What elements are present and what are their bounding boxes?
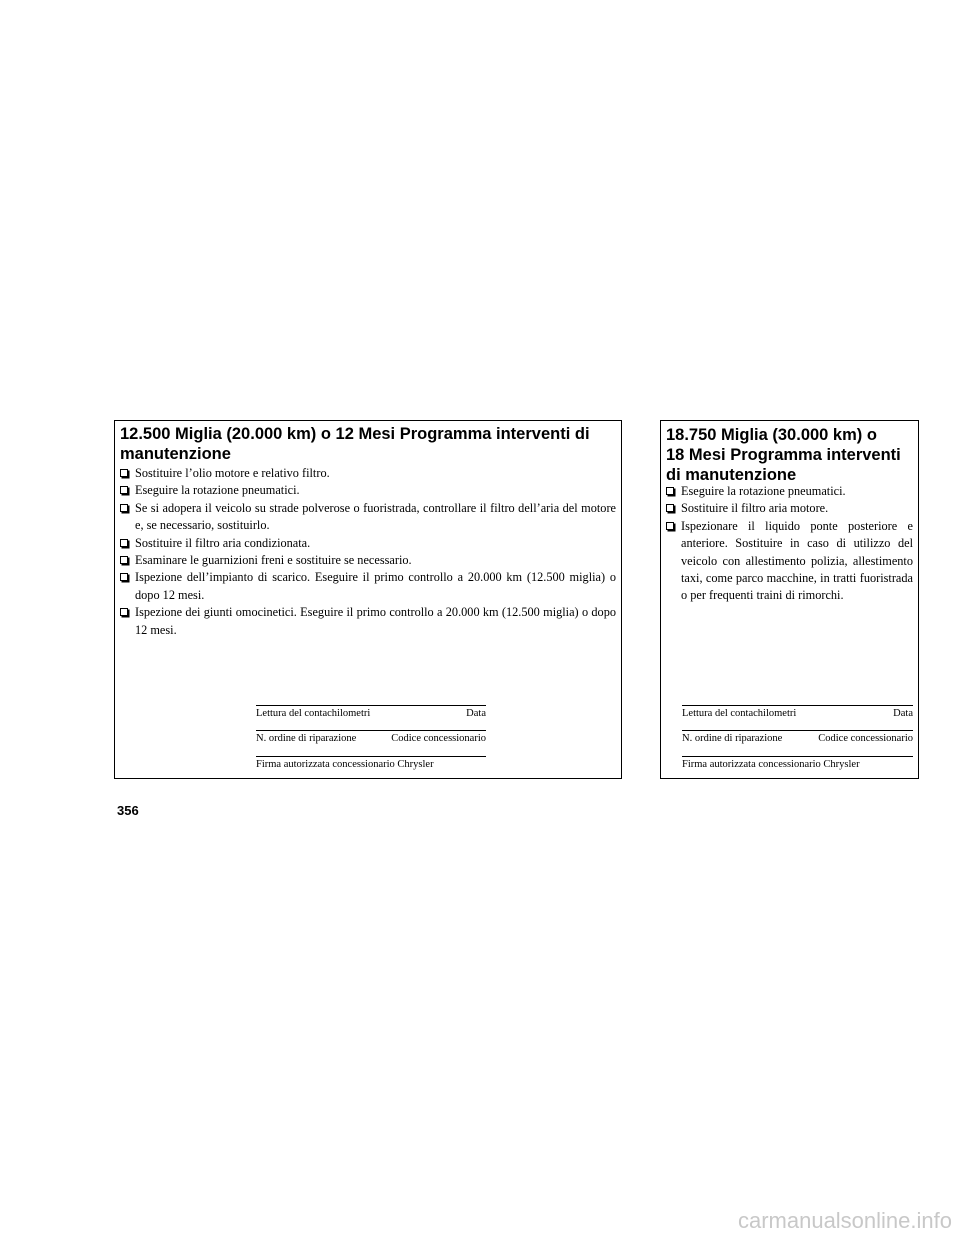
- checklist-item: [120, 465, 616, 482]
- dealer-code-label: Codice concessionario: [391, 733, 486, 744]
- dealer-code-label: Codice concessionario: [818, 733, 913, 744]
- repair-order-label: N. ordine di riparazione: [256, 733, 357, 744]
- checklist-item: [666, 500, 913, 517]
- date-label: Data: [893, 708, 913, 719]
- checklist-item-text: Ispezione dei giunti omocinetici. Eseguire il primo controllo a 20.000 km (12.500 miglia) o dopo 12 mesi.: [135, 605, 616, 637]
- card-title-line: di manutenzione: [666, 466, 797, 484]
- checkbox-icon: [120, 573, 128, 581]
- checklist-item: [666, 483, 913, 500]
- checklist-item: [120, 500, 616, 535]
- checkbox-icon: [666, 504, 674, 512]
- checklist-item-text: Ispezionare il liquido ponte posteriore e anteriore. Sostituire in caso di utilizzo del veicolo con allestimento polizia, allestimento taxi, come parco macchine, in tratti fuoristrada o per frequenti traini di rimorchi.: [681, 518, 913, 603]
- card-title-line: 18.750 Miglia (30.000 km) o: [666, 426, 877, 444]
- odometer-label: Lettura del contachilometri: [256, 708, 371, 719]
- checklist-item-text: Eseguire la rotazione pneumatici.: [135, 483, 300, 498]
- watermark: carmanualsonline.info: [737, 1208, 952, 1233]
- checklist-item: [120, 535, 616, 552]
- checkbox-icon: [120, 608, 128, 616]
- checkbox-icon: [120, 469, 128, 477]
- checklist-item: [120, 482, 616, 499]
- checklist: [120, 465, 616, 639]
- checkbox-icon: [666, 487, 674, 495]
- checkbox-icon: [120, 486, 128, 494]
- maintenance-card-30000km: [660, 420, 919, 779]
- checklist-item: [666, 518, 913, 605]
- checkbox-icon: [120, 556, 128, 564]
- checklist-item-text: Sostituire l’olio motore e relativo filtro.: [135, 466, 330, 480]
- checkbox-icon: [120, 504, 128, 512]
- date-label: Data: [466, 708, 486, 719]
- checkbox-icon: [666, 522, 674, 530]
- dealer-signature-label: Firma autorizzata concessionario Chrysler: [682, 759, 860, 770]
- checkbox-icon: [120, 539, 128, 547]
- checklist-item-text: Eseguire la rotazione pneumatici.: [681, 484, 846, 498]
- repair-order-label: N. ordine di riparazione: [682, 733, 783, 744]
- repair-order-field: [256, 730, 486, 745]
- dealer-signature-field: [682, 756, 913, 771]
- checklist: [666, 483, 913, 605]
- card-title: 12.500 Miglia (20.000 km) o 12 Mesi Programma interventi di manutenzione: [120, 425, 590, 463]
- odometer-label: Lettura del contachilometri: [682, 708, 797, 719]
- page-number: 356: [117, 803, 139, 818]
- checklist-item-text: Esaminare le guarnizioni freni e sostituire se necessario.: [135, 553, 412, 568]
- card-title-line: 18 Mesi Programma interventi: [666, 446, 901, 464]
- maintenance-card-20000km: [114, 420, 622, 779]
- card-title: [666, 425, 911, 485]
- checklist-item-text: Se si adopera il veicolo su strade polverose o fuoristrada, controllare il filtro dell’aria del motore e, se necessario, sostituirlo.: [135, 500, 616, 533]
- checklist-item: [120, 604, 616, 639]
- checklist-item: [120, 569, 616, 604]
- odometer-date-field: [682, 705, 913, 720]
- repair-order-field: [682, 730, 913, 745]
- checklist-item-text: Sostituire il filtro aria motore.: [681, 501, 829, 516]
- checklist-item-text: Sostituire il filtro aria condizionata.: [135, 535, 311, 550]
- dealer-signature-field: [256, 756, 486, 771]
- checklist-item-text: Ispezione dell’impianto di scarico. Eseguire il primo controllo a 20.000 km (12.500 miglia) o dopo 12 mesi.: [135, 570, 616, 602]
- checklist-item: [120, 552, 616, 569]
- odometer-date-field: [256, 705, 486, 720]
- dealer-signature-label: Firma autorizzata concessionario Chrysler: [256, 759, 434, 770]
